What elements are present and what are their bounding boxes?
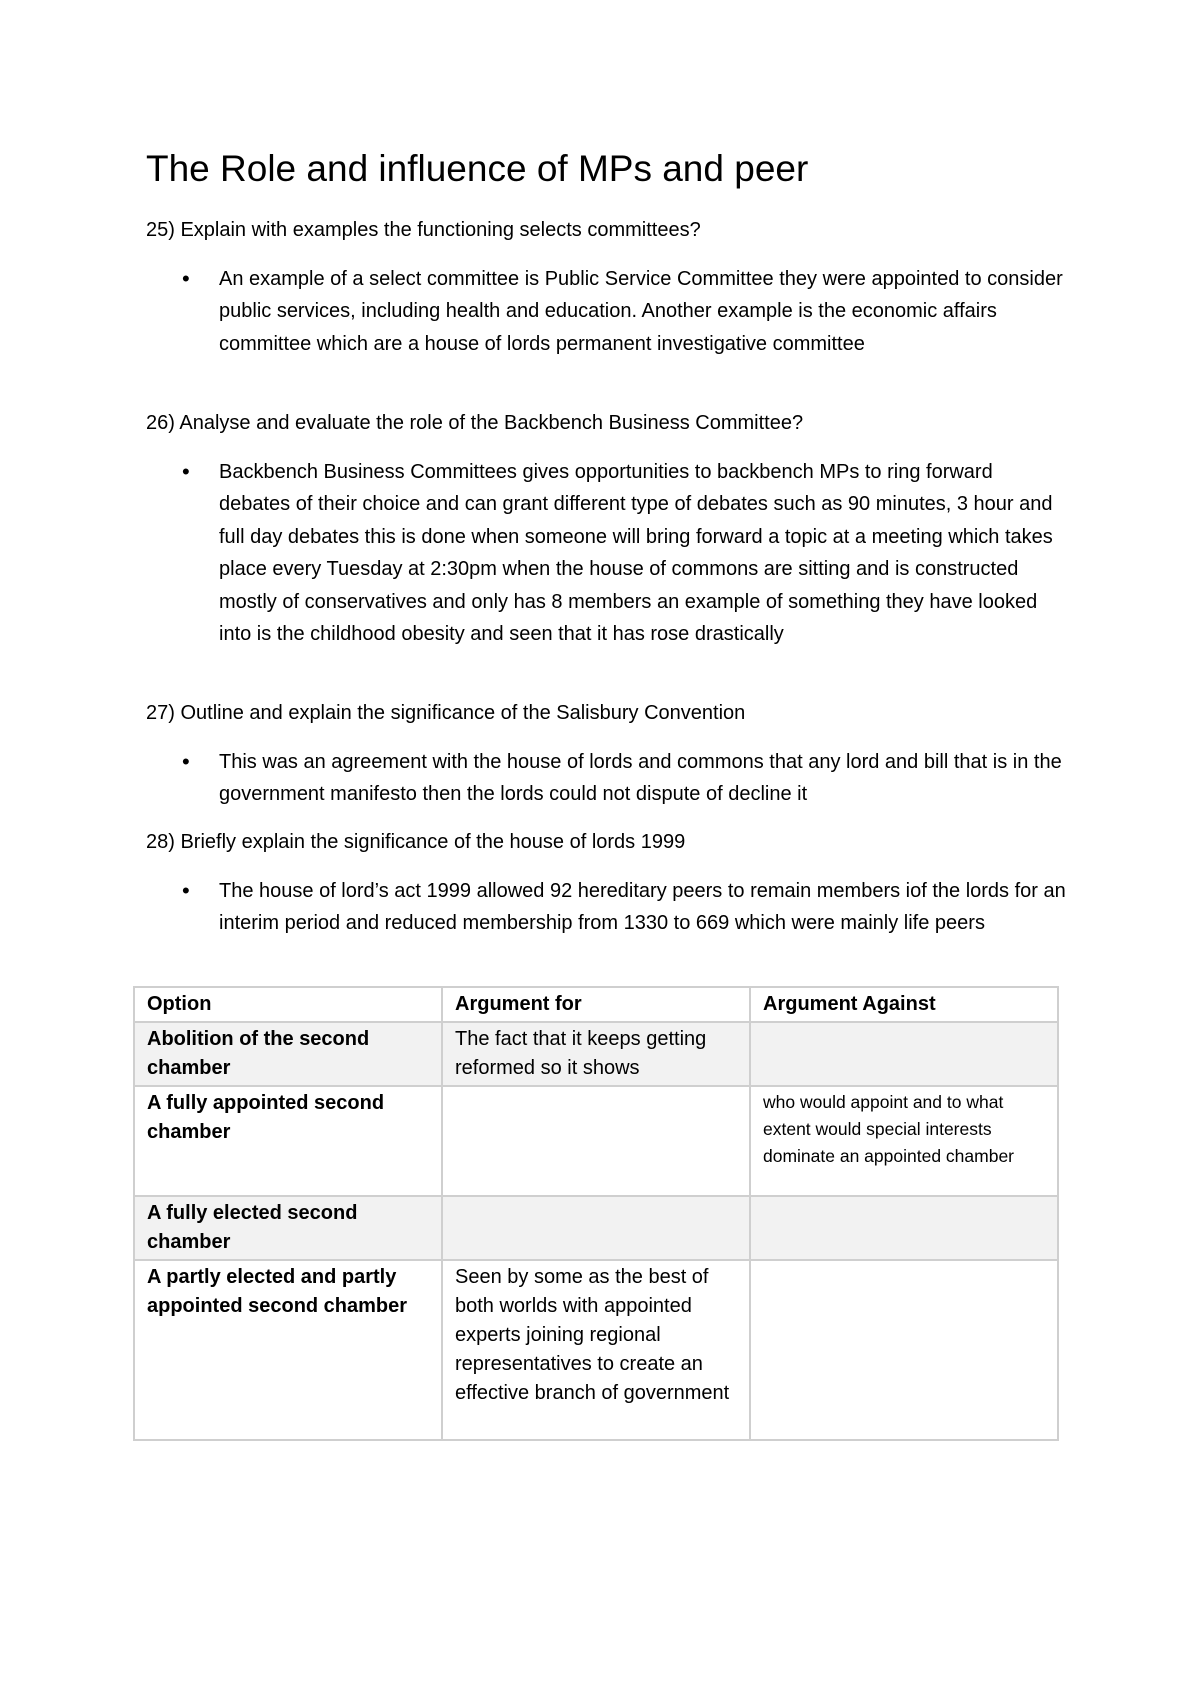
question-25: 25) Explain with examples the functioning selects committees?: [146, 219, 701, 241]
bullet-icon: •: [182, 459, 190, 484]
question-26: 26) Analyse and evaluate the role of the Backbench Business Committee?: [146, 412, 804, 434]
table-row: [134, 1086, 1058, 1196]
answer-28: The house of lord’s act 1999 allowed 92 hereditary peers to remain members iof the lords for an interim period and reduced membership from 1330 to 669 which were mainly life peers: [219, 880, 1066, 935]
option-cell: Abolition of the second chamber: [134, 1022, 442, 1086]
bullet-icon: •: [182, 749, 190, 774]
header-argument-against: Argument Against: [750, 987, 1058, 1022]
argument-against-cell: [750, 1196, 1058, 1260]
argument-for-cell: [442, 1086, 750, 1196]
question-28: 28) Briefly explain the significance of the house of lords 1999: [146, 831, 686, 853]
answer-27: This was an agreement with the house of lords and commons that any lord and bill that is in the government manifesto then the lords could not dispute of decline it: [219, 751, 1062, 806]
bullet-icon: •: [182, 266, 190, 291]
answer-25: An example of a select committee is Public Service Committee they were appointed to consider public services, including health and education. Another example is the economic affairs committee which are a house of lords permanent investigative committee: [219, 268, 1063, 355]
option-cell: A fully appointed second chamber: [134, 1086, 442, 1196]
header-argument-for: Argument for: [442, 987, 750, 1022]
table-row: [134, 1260, 1058, 1440]
answer-26: Backbench Business Committees gives opportunities to backbench MPs to ring forward debates of their choice and can grant different type of debates such as 90 minutes, 3 hour and full day debates this is done when someone will bring forward a topic at a meeting which takes place every Tuesday at 2:30pm when the house of commons are sitting and is constructed mostly of conservatives and only has 8 members an example of something they have looked into is the childhood obesity and seen that it has rose drastically: [219, 461, 1053, 646]
argument-for-cell: [442, 1196, 750, 1260]
table-header-row: [134, 987, 1058, 1022]
table-row: [134, 1196, 1058, 1260]
argument-against-cell: [750, 1260, 1058, 1440]
argument-against-cell: who would appoint and to what extent would special interests dominate an appointed chamber: [750, 1086, 1058, 1196]
header-option: Option: [134, 987, 442, 1022]
page-title: The Role and influence of MPs and peer: [146, 148, 809, 189]
argument-against-cell: [750, 1022, 1058, 1086]
option-cell: A partly elected and partly appointed second chamber: [134, 1260, 442, 1440]
argument-for-cell: The fact that it keeps getting reformed so it shows: [442, 1022, 750, 1086]
options-table: [133, 986, 1059, 1441]
argument-for-cell: Seen by some as the best of both worlds with appointed experts joining regional representatives to create an effective branch of government: [442, 1260, 750, 1440]
option-cell: A fully elected second chamber: [134, 1196, 442, 1260]
bullet-icon: •: [182, 878, 190, 903]
question-27: 27) Outline and explain the significance of the Salisbury Convention: [146, 702, 746, 724]
table-row: [134, 1022, 1058, 1086]
